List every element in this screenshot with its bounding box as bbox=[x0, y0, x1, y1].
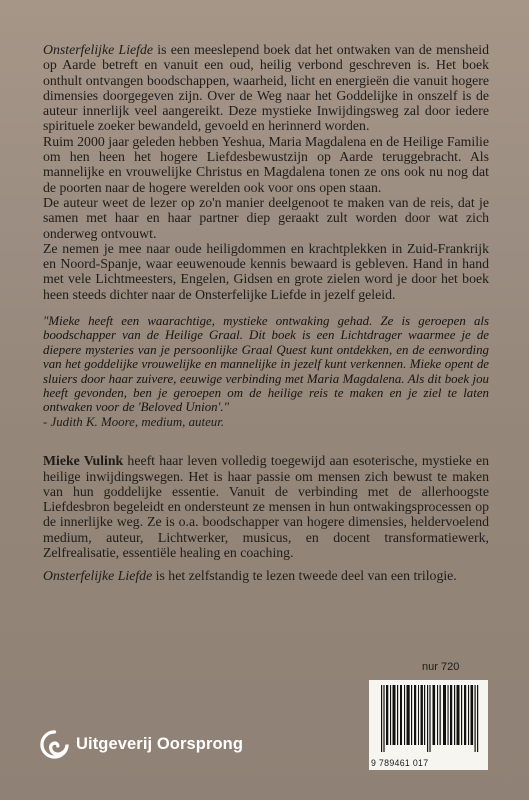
barcode-bars bbox=[373, 685, 484, 752]
nur-code: nur 720 bbox=[422, 661, 460, 673]
description-paragraph-3: De auteur weet de lezer op zo'n manier deelgenoot te maken van de reis, dat je samen met haar en haar partner diep geraakt zult worden door wat zich onderweg ontvouwt. bbox=[43, 194, 489, 241]
endorsement-author: - Judith K. Moore, medium, auteur. bbox=[43, 414, 225, 429]
description-paragraph-4: Ze nemen je mee naar oude heiligdommen en krachtplekken in Zuid-Frankrijk en Noord-Spanje, waar eeuwenoude kennis bewaard is gebleven. Hand in hand met vele Lichtmeesters, Engelen, Gidsen en grote zielen word je door het boek heen steeds dichter naar de Onsterfelijke Liefde in jezelf geleid. bbox=[43, 240, 489, 302]
publisher-name: Uitgeverij Oorsprong bbox=[76, 734, 244, 753]
trilogy-note bbox=[43, 568, 489, 583]
barcode-number: 9 789461 017 bbox=[371, 758, 429, 768]
author-bio bbox=[43, 453, 489, 560]
description-paragraph-1 bbox=[43, 42, 489, 134]
description-text-1: is een meeslepend boek dat het ontwaken van de mensheid op Aarde betreft en vanuit een oud, heilig verbond geschreven is. Het boek onthult ontvangen boodschappen, waarheid, licht en energieën die vanuit hogere dimensies doorgegeven zijn. Over de Weg naar het Goddelijke in onszelf is de auteur innerlijk veel aangereikt. Deze mystieke Inwijdingsweg zal door iedere spirituele zoeker bewandeld, gevoeld en herinnerd worden. bbox=[43, 42, 490, 134]
barcode bbox=[369, 680, 488, 770]
description-paragraph-2: Ruim 2000 jaar geleden hebben Yeshua, Maria Magdalena en de Heilige Familie om hen heen het hogere Liefdesbewustzijn op Aarde teruggebracht. Als mannelijke en vrouwelijke Christus en Magdalena tonen ze ons ook nu nog dat de poorten naar de hogere werelden ook voor ons open staan. bbox=[43, 133, 489, 195]
trilogy-text: is het zelfstandig te lezen tweede deel van een trilogie. bbox=[152, 568, 457, 584]
author-name: Mieke Vulink bbox=[43, 453, 124, 469]
back-cover-text bbox=[43, 42, 489, 584]
book-title-inline: Onsterfelijke Liefde bbox=[43, 42, 154, 57]
publisher-imprint bbox=[40, 727, 300, 761]
swirl-logo-icon bbox=[40, 730, 69, 759]
endorsement-quote: "Mieke heeft een waarachtige, mystieke ontwaking gehad. Ze is geroepen als boodschapper van de Heilige Graal. Dit boek is een Lichtdrager waarmee je de diepere mysteries van je persoonlijke Graal Quest kunt ontdekken, en de eenwording van het goddelijke vrouwelijke en mannelijke in jezelf kunt verkennen. Mieke opent de sluiers door haar zuivere, eeuwige verbinding met Maria Magdalena. Als dit boek jou heeft gevonden, ben je geroepen om de heilige reis te maken en je ziel te laten ontwaken voor de 'Beloved Union'." bbox=[43, 314, 489, 415]
trilogy-book-title: Onsterfelijke Liefde bbox=[43, 568, 153, 584]
author-bio-text: heeft haar leven volledig toegewijd aan esoterische, mystieke en heilige inwijdingswegen. Het is haar passie om mensen zich bewust te maken van hun goddelijke essentie. Vanuit de verbinding met de allerhoogste Liefdesbron begeleidt en ondersteunt ze mensen in hun ontwakingsprocessen op de innerlijke weg. Ze is o.a. boodschapper van hogere dimensies, heldervoelend medium, auteur, Lichtwerker, musicus, en docent transformatiewerk, Zelfrealisatie, essentiële healing en coaching. bbox=[43, 453, 490, 561]
